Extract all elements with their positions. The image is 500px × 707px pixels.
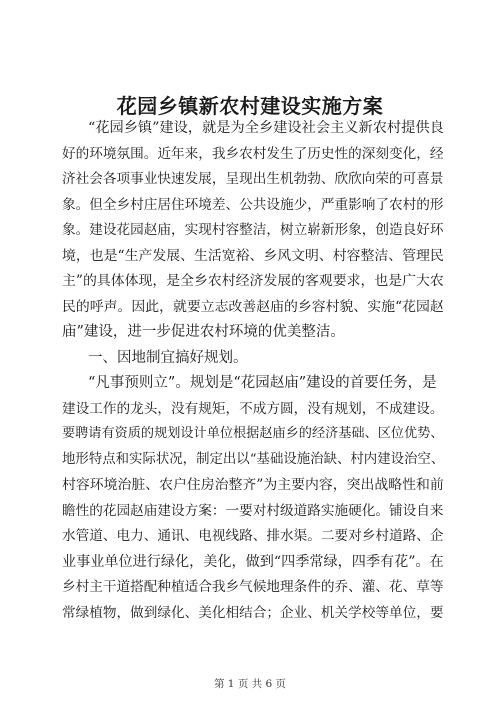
paragraph-line: 象。建设花园赵庙，实现村容整洁，树立崭新形象，创造良好环 [62, 222, 444, 238]
paragraph-line: 乡村主干道搭配种植适合我乡气候地理条件的乔、灌、花、草等 [62, 579, 444, 595]
document-title: 花园乡镇新农村建设实施方案 [116, 94, 384, 118]
paragraph-line: 济社会各项事业快速发展，呈现出生机勃勃、欣欣向荣的可喜景 [62, 171, 444, 187]
paragraph-line: 地形特点和实际状况，制定出以“基础设施治缺、村内建设治空、 [62, 452, 445, 467]
paragraph-line: 村容环境治脏、农户住房治整齐”为主要内容，突出战略性和前 [62, 477, 444, 493]
paragraph-line: 庙”建设，进一步促进农村环境的优美整洁。 [62, 324, 345, 340]
paragraph-line: 象。但全乡村庄居住环境差、公共设施少，严重影响了农村的形 [62, 197, 444, 213]
paragraph-line: 常绿植物，做到绿化、美化相结合；企业、机关学校等单位，要 [62, 605, 444, 621]
paragraph-line: 业事业单位进行绿化，美化，做到“四季常绿，四季有花”。在 [62, 554, 444, 570]
paragraph-line: 建设工作的龙头，没有规矩，不成方圆，没有规划，不成建设。 [62, 401, 444, 417]
paragraph-line: 境，也是“生产发展、生活宽裕、乡风文明、村容整洁、管理民 [62, 248, 444, 264]
section-heading: 一、因地制宜搞好规划。 [88, 350, 248, 366]
paragraph-line: 水管道、电力、通讯、电视线路、排水渠。二要对乡村道路、企 [62, 528, 444, 544]
paragraph-line: 民的呼声。因此，就要立志改善赵庙的乡容村貌、实施“花园赵 [62, 299, 444, 315]
paragraph-line: 要聘请有资质的规划设计单位根据赵庙乡的经济基础、区位优势、 [62, 426, 444, 441]
paragraph-line: 主”的具体体现，是全乡农村经济发展的客观要求，也是广大农 [62, 273, 444, 289]
paragraph-line: “花园乡镇”建设，就是为全乡建设社会主义新农村提供良 [88, 120, 444, 136]
paragraph-line: “凡事预则立”。规划是“花园赵庙”建设的首要任务，是 [88, 375, 437, 391]
paragraph-line: 瞻性的花园赵庙建设方案：一要对村级道路实施硬化。铺设自来 [62, 503, 444, 519]
page-footer: 第 1 页 共 6 页 [213, 678, 287, 690]
paragraph-line: 好的环境氛围。近年来，我乡农村发生了历史性的深刻变化，经 [62, 146, 444, 162]
